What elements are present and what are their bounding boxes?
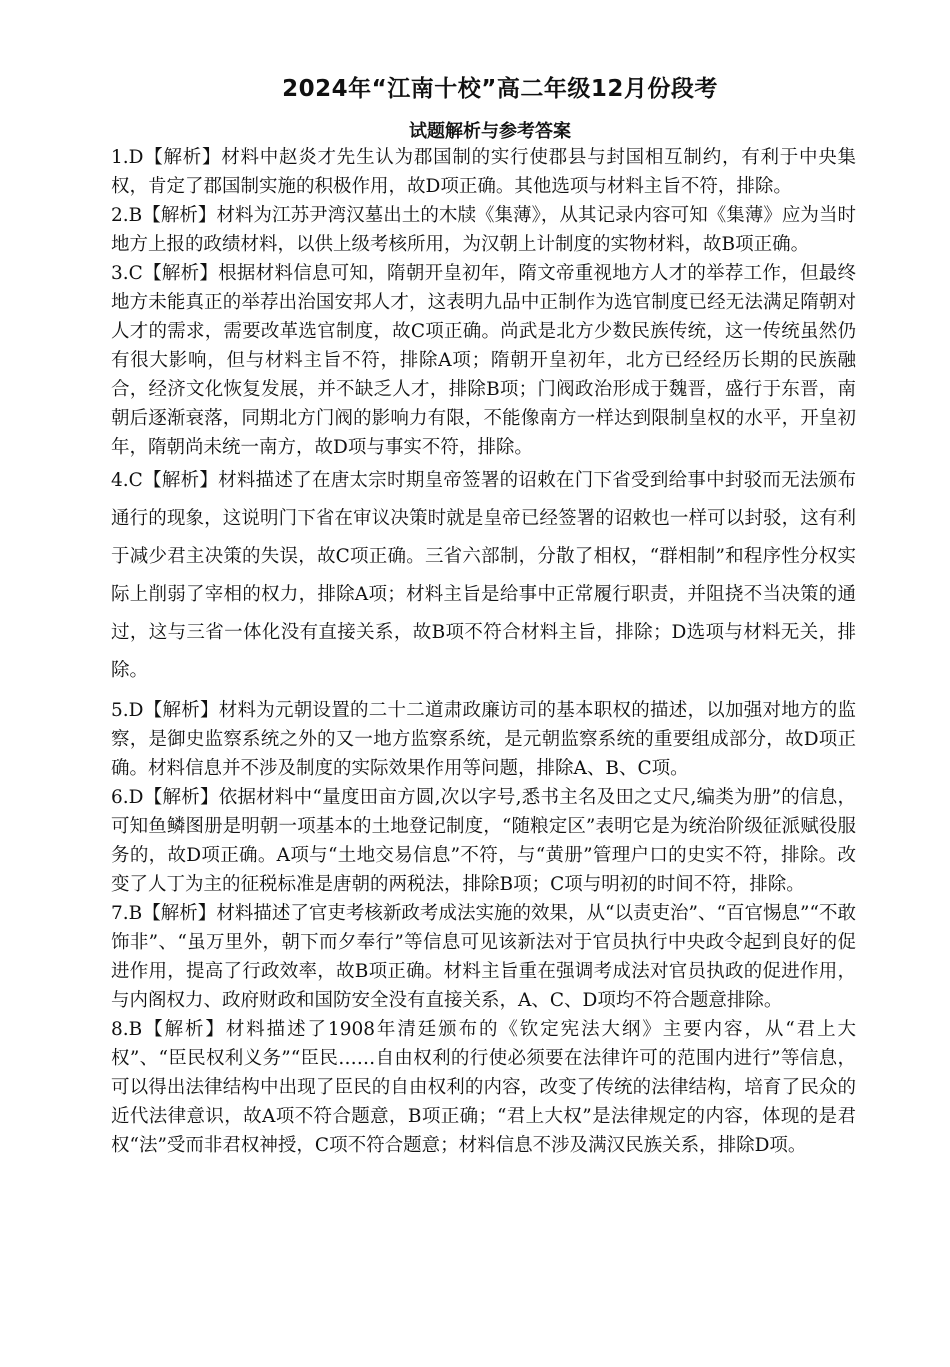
answer-item-7: 7.B【解析】材料描述了官吏考核新政考成法实施的效果，从“以责吏治”、“百官惕息”“不敢饰非”、“虽万里外，朝下而夕奉行”等信息可见该新法对于官员执行中央政令起到良好的促进作用，提高了行政效率，故B项正确。材料主旨重在强调考成法对官员执政的促进作用，与内阁权力、政府财政和国防安全没有直接关系，A、C、D项均不符合题意排除。: [111, 903, 856, 1011]
answer-item-5: 5.D【解析】材料为元朝设置的二十二道肃政廉访司的基本职权的描述，以加强对地方的监察，是御史监察系统之外的又一地方监察系统，是元朝监察系统的重要组成部分，故D项正确。材料信息并不涉及制度的实际效果作用等问题，排除A、B、C项。: [111, 700, 856, 779]
answer-item-3: 3.C【解析】根据材料信息可知，隋朝开皇初年，隋文帝重视地方人才的举荐工作，但最终地方未能真正的举荐出治国安邦人才，这表明九品中正制作为选官制度已经无法满足隋朝对人才的需求，需要改革选官制度，故C项正确。尚武是北方少数民族传统，这一传统虽然仍有很大影响，但与材料主旨不符，排除A项；隋朝开皇初年，北方已经经历长期的民族融合，经济文化恢复发展，并不缺乏人才，排除B项；门阀政治形成于魏晋，盛行于东晋，南朝后逐渐衰落，同期北方门阀的影响力有限，不能像南方一样达到限制皇权的水平，开皇初年，隋朝尚未统一南方，故D项与事实不符，排除。: [111, 263, 856, 458]
answer-item-1: 1.D【解析】材料中赵炎才先生认为郡国制的实行使郡县与封国相互制约，有利于中央集权，肯定了郡国制实施的积极作用，故D项正确。其他选项与材料主旨不符，排除。: [111, 147, 856, 197]
answer-item-8: 8.B【解析】材料描述了1908年清廷颁布的《钦定宪法大纲》主要内容，从“君上大权”、“臣民权利义务”“臣民……自由权利的行使必须要在法律许可的范围内进行”等信息，可以得出法律结构中出现了臣民的自由权利的内容，改变了传统的法律结构，培育了民众的近代法律意识，故A项不符合题意，B项正确；“君上大权”是法律规定的内容，体现的是君权“法”受而非君权神授，C项不符合题意；材料信息不涉及满汉民族关系，排除D项。: [111, 1019, 856, 1156]
document-title: 2024年“江南十校”高二年级12月份段考: [282, 76, 718, 102]
document-subtitle: 试题解析与参考答案: [409, 121, 571, 142]
answer-item-6: 6.D【解析】依据材料中“量度田亩方圆,次以字号,悉书主名及田之丈尺,编类为册”的信息，可知鱼鳞图册是明朝一项基本的土地登记制度，“随粮定区”表明它是为统治阶级征派赋役服务的，故D项正确。A项与“土地交易信息”不符，与“黄册”管理户口的史实不符，排除。改变了人丁为主的征税标准是唐朝的两税法，排除B项；C项与明初的时间不符，排除。: [111, 787, 856, 895]
answer-item-4: 4.C【解析】材料描述了在唐太宗时期皇帝签署的诏敕在门下省受到给事中封驳而无法颁布通行的现象，这说明门下省在审议决策时就是皇帝已经签署的诏敕也一样可以封驳，这有利于减少君主决策的失误，故C项正确。三省六部制，分散了相权，“群相制”和程序性分权实际上削弱了宰相的权力，排除A项；材料主旨是给事中正常履行职责，并阻挠不当决策的通过，这与三省一体化没有直接关系，故B项不符合材料主旨，排除；D选项与材料无关，排除。: [111, 470, 856, 681]
answer-item-2: 2.B【解析】材料为江苏尹湾汉墓出土的木牍《集薄》，从其记录内容可知《集薄》应为当时地方上报的政绩材料，以供上级考核所用，为汉朝上计制度的实物材料，故B项正确。: [111, 205, 856, 255]
answer-list: [111, 143, 856, 1160]
